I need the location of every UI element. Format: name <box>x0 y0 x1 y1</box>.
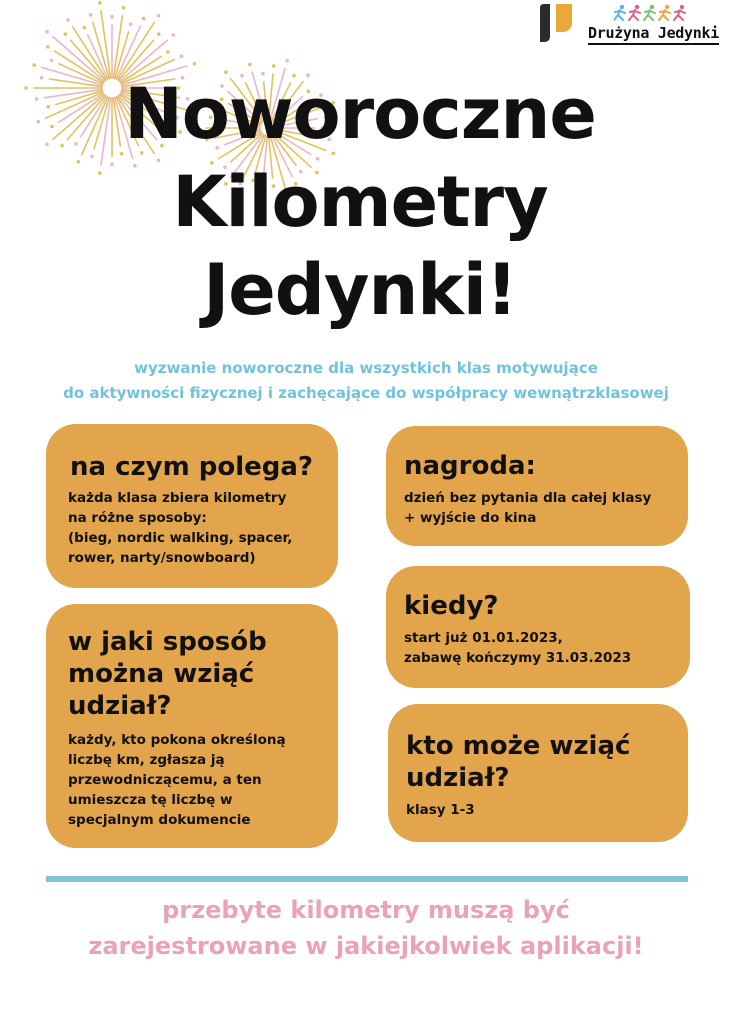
card-body-line: rower, narty/snowboard) <box>68 550 256 566</box>
firework-spark <box>142 17 146 21</box>
card-title <box>68 626 322 722</box>
firework-spark <box>157 14 161 18</box>
card-title-line: udział? <box>68 691 172 721</box>
card-body-line: start już 01.01.2023, <box>404 630 563 646</box>
logo-text: Drużyna Jedynki <box>588 24 719 45</box>
runner-body <box>629 10 640 20</box>
title-line-1: Noworoczne <box>124 73 596 155</box>
divider <box>46 876 688 882</box>
card-body-line: zabawę kończymy 31.03.2023 <box>404 650 632 666</box>
logo-mark-icon <box>536 2 578 44</box>
firework-spark <box>64 32 68 36</box>
team-logo <box>536 2 732 48</box>
firework-spark <box>66 18 70 22</box>
card-who <box>388 704 688 842</box>
card-body <box>404 628 676 668</box>
firework-spark <box>89 13 93 17</box>
page-title <box>40 70 680 334</box>
runner-head <box>635 5 639 9</box>
runner-body <box>674 10 685 20</box>
runner-body <box>614 10 625 20</box>
footer-note <box>0 892 732 964</box>
runner-head <box>620 5 624 9</box>
card-title: kiedy? <box>404 591 499 621</box>
card-body-line: dzień bez pytania dla całej klasy <box>404 490 652 506</box>
card-title-line: udział? <box>406 763 510 793</box>
firework-spark <box>193 62 197 66</box>
firework-spark <box>32 63 36 67</box>
runner-body <box>659 10 670 20</box>
card-title-line: kto może wziąć <box>406 731 631 761</box>
footer-line-1: przebyte kilometry muszą być <box>162 896 570 924</box>
firework-spark <box>46 45 50 49</box>
title-line-2: Kilometry <box>172 161 548 243</box>
firework-spark <box>180 55 184 59</box>
firework-spark <box>285 59 289 63</box>
card-body-line: klasy 1-3 <box>406 802 475 818</box>
runner-head <box>650 5 654 9</box>
card-body-line: przewodniczącemu, a ten <box>68 772 262 788</box>
footer-line-2: zarejestrowane w jakiejkolwiek aplikacji! <box>88 932 644 960</box>
card-body-line: na różne sposoby: <box>68 510 207 526</box>
card-title-line: w jaki sposób <box>68 627 267 657</box>
runners-icon <box>614 4 694 22</box>
firework-spark <box>172 33 176 37</box>
card-body <box>404 488 674 528</box>
card-title <box>406 730 674 794</box>
card-body-line: każdy, kto pokona określoną <box>68 732 286 748</box>
runner-head <box>665 5 669 9</box>
subtitle-line-2: do aktywności fizycznej i zachęcające do współpracy wewnątrzklasowej <box>63 384 669 402</box>
firework-spark <box>129 22 133 26</box>
subtitle-line-1: wyzwanie noworoczne dla wszystkich klas motywujące <box>134 359 598 377</box>
firework-spark <box>35 97 39 101</box>
card-body-line: + wyjście do kina <box>404 510 537 526</box>
title-line-3: Jedynki! <box>203 249 517 331</box>
firework-spark <box>45 30 49 34</box>
card-body-line: liczbę km, zgłasza ją <box>68 752 225 768</box>
card-title-line: można wziąć <box>68 659 255 689</box>
runner-body <box>644 10 655 20</box>
firework-spark <box>248 63 252 67</box>
card-when <box>386 566 690 688</box>
runner-head <box>680 5 684 9</box>
card-body <box>68 488 322 568</box>
firework-spark <box>24 86 28 90</box>
firework-spark <box>122 6 126 10</box>
firework-spark <box>157 32 161 36</box>
firework-spark <box>166 50 170 54</box>
card-prize <box>386 426 688 546</box>
card-how-it-works <box>46 424 338 588</box>
card-title: nagroda: <box>404 451 536 481</box>
firework-spark <box>83 26 87 30</box>
subtitle <box>0 356 732 406</box>
firework-spark <box>110 15 114 19</box>
card-body <box>68 730 322 830</box>
firework-spark <box>50 59 54 63</box>
card-body-line: specjalnym dokumencie <box>68 812 251 828</box>
card-body-line: (bieg, nordic walking, spacer, <box>68 530 293 546</box>
firework-spark <box>98 1 102 5</box>
card-how-to-join <box>46 604 338 848</box>
card-body-line: umieszcza tę liczbę w <box>68 792 233 808</box>
card-title: na czym polega? <box>70 452 314 482</box>
firework-spark <box>272 64 276 68</box>
card-body <box>406 800 674 820</box>
card-body-line: każda klasa zbiera kilometry <box>68 490 287 506</box>
